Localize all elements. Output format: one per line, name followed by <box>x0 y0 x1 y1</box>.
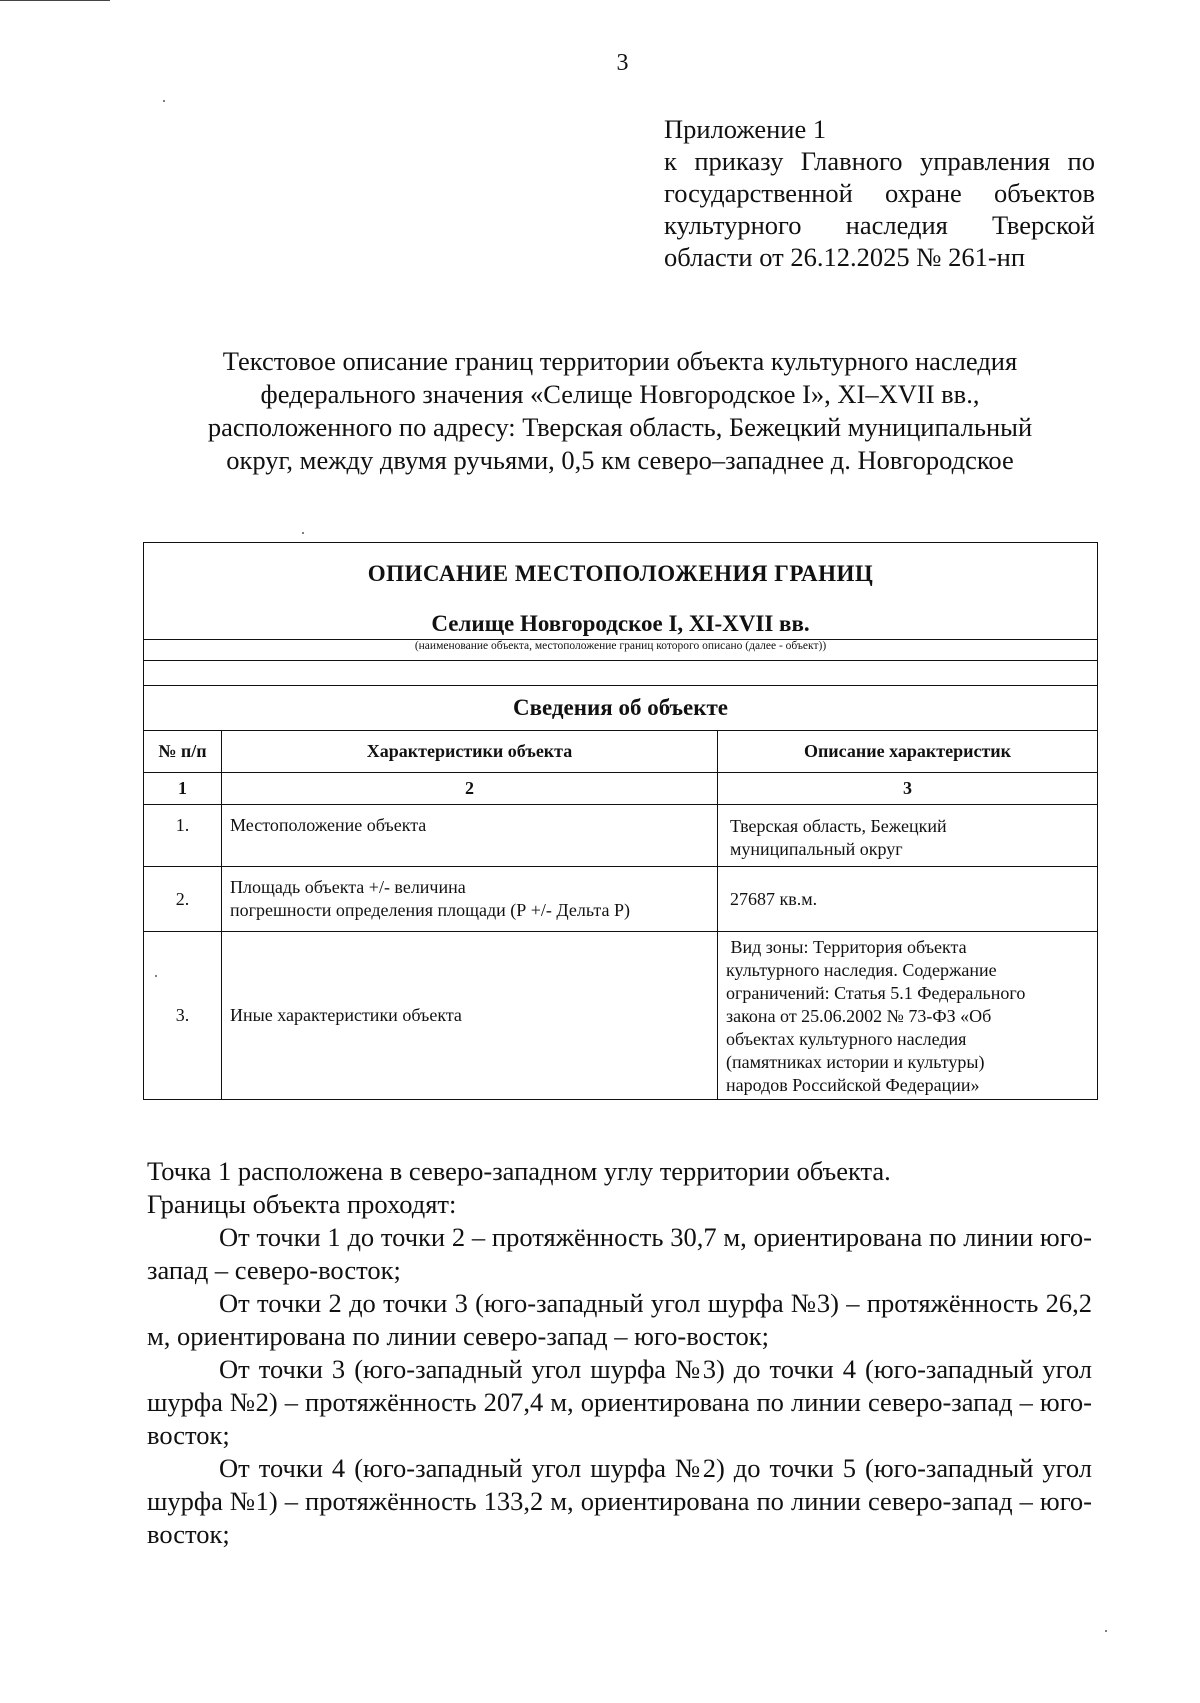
description-line: объектах культурного наследия <box>726 1029 967 1049</box>
scan-edge-mark <box>0 0 110 1</box>
row-number: 3. <box>144 932 222 1100</box>
title-line: расположенного по адресу: Тверская область, Бежецкий муниципальный <box>207 412 1033 442</box>
appendix-block <box>664 113 1095 273</box>
characteristic-line: погрешности определения площади (Р +/- Дельта Р) <box>230 900 630 920</box>
page-number: 3 <box>616 50 629 76</box>
table-heading: ОПИСАНИЕ МЕСТОПОЛОЖЕНИЯ ГРАНИЦ <box>144 543 1098 606</box>
boundary-description-text <box>147 1155 1092 1551</box>
object-name-caption: (наименование объекта, местоположение границ которого описано (далее - объект)) <box>144 640 1098 661</box>
description-line: Вид зоны: Территория объекта <box>726 937 967 957</box>
description-line: народов Российской Федерации» <box>726 1075 980 1095</box>
column-number: 2 <box>222 773 718 805</box>
table-row <box>144 867 1098 932</box>
description-line: культурного наследия. Содержание <box>726 960 997 980</box>
object-name: Селище Новгородское I, XI-XVII вв. <box>144 605 1098 640</box>
title-line: округ, между двумя ручьями, 0,5 км северо–западнее д. Новгородское <box>226 445 1014 475</box>
column-number-row <box>144 773 1098 805</box>
scan-speck <box>302 532 304 534</box>
column-header: № п/п <box>144 731 222 773</box>
row-description <box>718 805 1098 867</box>
row-characteristic: Местоположение объекта <box>222 805 718 867</box>
section-title: Сведения об объекте <box>144 686 1098 731</box>
row-number: 2. <box>144 867 222 932</box>
table-row <box>144 805 1098 867</box>
scan-speck <box>1105 1630 1107 1632</box>
table-row <box>144 932 1098 1100</box>
description-line: (памятниках истории и культуры) <box>726 1052 985 1072</box>
body-paragraph: Точка 1 расположена в северо-западном углу территории объекта. <box>147 1156 891 1186</box>
body-paragraph: От точки 3 (юго-западный угол шурфа №3) до точки 4 (юго-западный угол шурфа №2) – протяжённость 207,4 м, ориентирована по линии северо-запад – юго-восток; <box>147 1354 1092 1450</box>
body-paragraph: От точки 1 до точки 2 – протяжённость 30,7 м, ориентирована по линии юго-запад – северо-восток; <box>147 1222 1092 1285</box>
appendix-line: Приложение 1 <box>664 114 827 144</box>
row-characteristic: Иные характеристики объекта <box>222 932 718 1100</box>
row-description <box>718 932 1098 1100</box>
characteristic-line: Площадь объекта +/- величина <box>230 877 466 897</box>
title-line: федерального значения «Селище Новгородское I», XI–XVII вв., <box>260 379 980 409</box>
column-header-row <box>144 731 1098 773</box>
scan-speck <box>155 975 157 977</box>
description-line: Тверская область, Бежецкий <box>730 816 947 836</box>
description-line: муниципальный округ <box>730 839 903 859</box>
column-number: 1 <box>144 773 222 805</box>
document-title <box>140 345 1100 477</box>
body-paragraph: От точки 2 до точки 3 (юго-западный угол шурфа №3) – протяжённость 26,2 м, ориентирована по линии северо-запад – юго-восток; <box>147 1288 1092 1351</box>
scan-speck <box>163 100 165 102</box>
body-paragraph: От точки 4 (юго-западный угол шурфа №2) до точки 5 (юго-западный угол шурфа №1) – протяжённость 133,2 м, ориентирована по линии северо-запад – юго-восток; <box>147 1453 1092 1549</box>
body-paragraph: Границы объекта проходят: <box>147 1189 457 1219</box>
description-line: закона от 25.06.2002 № 73-ФЗ «Об <box>726 1006 992 1026</box>
column-header: Характеристики объекта <box>222 731 718 773</box>
column-header: Описание характеристик <box>718 731 1098 773</box>
row-characteristic <box>222 867 718 932</box>
appendix-line: области от 26.12.2025 № 261-нп <box>664 242 1026 272</box>
appendix-line: к приказу Главного управления по <box>664 146 1095 176</box>
row-description: 27687 кв.м. <box>718 867 1098 932</box>
boundary-description-table <box>143 542 1098 1100</box>
appendix-line: культурного наследия Тверской <box>664 210 1095 240</box>
row-number: 1. <box>144 805 222 867</box>
table-spacer-row <box>144 661 1098 686</box>
column-number: 3 <box>718 773 1098 805</box>
appendix-line: государственной охране объектов <box>664 178 1095 208</box>
description-line: ограничений: Статья 5.1 Федерального <box>726 983 1026 1003</box>
title-line: Текстовое описание границ территории объекта культурного наследия <box>222 346 1018 376</box>
